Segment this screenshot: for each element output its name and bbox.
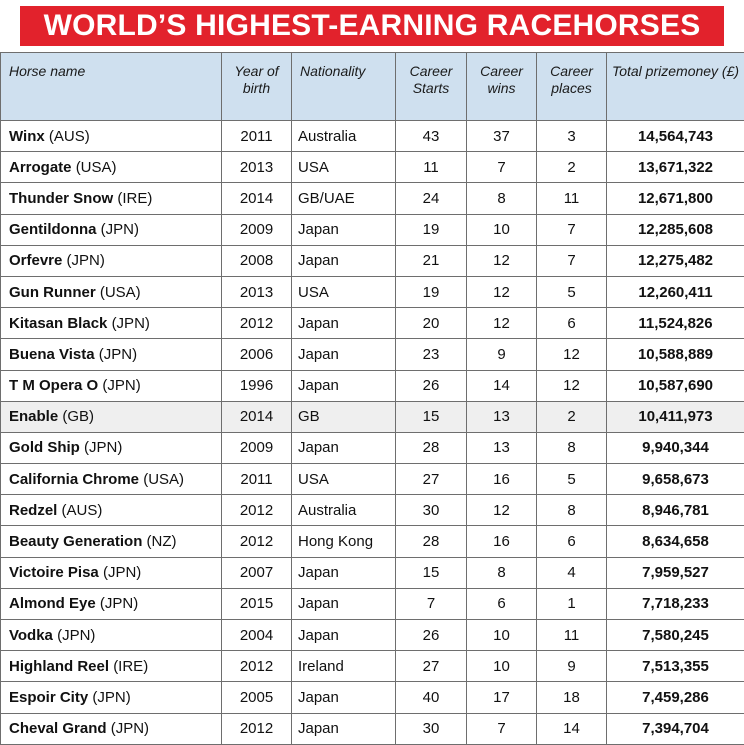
cell-horse-name (1, 495, 222, 526)
table-row (1, 152, 744, 183)
cell-career-places: 3 (537, 121, 607, 152)
cell-year-of-birth: 2012 (222, 495, 292, 526)
cell-total-prizemoney: 12,671,800 (607, 183, 744, 214)
cell-year-of-birth: 2012 (222, 308, 292, 339)
cell-total-prizemoney: 8,946,781 (607, 495, 744, 526)
cell-career-starts: 28 (396, 432, 467, 463)
header-career-wins: Career wins (467, 53, 537, 121)
cell-career-starts: 30 (396, 495, 467, 526)
racehorse-earnings-table (0, 52, 744, 745)
cell-nationality: Hong Kong (292, 526, 396, 557)
cell-year-of-birth: 2015 (222, 588, 292, 619)
cell-career-wins: 9 (467, 339, 537, 370)
horse-name: Kitasan Black (9, 315, 107, 332)
table-row (1, 495, 744, 526)
horse-country: (GB) (62, 408, 94, 425)
table-row (1, 401, 744, 432)
cell-year-of-birth: 2011 (222, 121, 292, 152)
header-career-places: Career places (537, 53, 607, 121)
horse-country: (AUS) (49, 128, 90, 145)
horse-name: Redzel (9, 502, 57, 519)
cell-career-wins: 12 (467, 495, 537, 526)
cell-total-prizemoney: 10,588,889 (607, 339, 744, 370)
cell-career-starts: 26 (396, 370, 467, 401)
cell-career-places: 7 (537, 245, 607, 276)
cell-nationality: Japan (292, 432, 396, 463)
cell-total-prizemoney: 7,580,245 (607, 620, 744, 651)
cell-total-prizemoney: 7,959,527 (607, 557, 744, 588)
cell-horse-name (1, 588, 222, 619)
cell-horse-name (1, 432, 222, 463)
cell-career-starts: 24 (396, 183, 467, 214)
cell-horse-name (1, 651, 222, 682)
cell-career-places: 8 (537, 432, 607, 463)
horse-name: Vodka (9, 627, 53, 644)
cell-total-prizemoney: 9,940,344 (607, 432, 744, 463)
table-row (1, 276, 744, 307)
cell-career-starts: 20 (396, 308, 467, 339)
cell-career-starts: 26 (396, 620, 467, 651)
cell-nationality: Japan (292, 308, 396, 339)
cell-career-starts: 15 (396, 557, 467, 588)
cell-horse-name (1, 276, 222, 307)
cell-year-of-birth: 2004 (222, 620, 292, 651)
table-row (1, 339, 744, 370)
cell-career-starts: 15 (396, 401, 467, 432)
cell-total-prizemoney: 12,275,482 (607, 245, 744, 276)
cell-career-starts: 28 (396, 526, 467, 557)
header-total-prizemoney: Total prizemoney (£) (607, 53, 744, 121)
cell-career-places: 14 (537, 713, 607, 744)
table-row (1, 464, 744, 495)
cell-nationality: Australia (292, 495, 396, 526)
cell-total-prizemoney: 7,459,286 (607, 682, 744, 713)
cell-year-of-birth: 2011 (222, 464, 292, 495)
cell-nationality: Japan (292, 682, 396, 713)
cell-career-starts: 43 (396, 121, 467, 152)
cell-nationality: Japan (292, 370, 396, 401)
cell-year-of-birth: 2013 (222, 276, 292, 307)
horse-country: (JPN) (101, 221, 139, 238)
table-row (1, 713, 744, 744)
table-row (1, 308, 744, 339)
horse-country: (JPN) (103, 564, 141, 581)
cell-career-places: 9 (537, 651, 607, 682)
cell-nationality: USA (292, 152, 396, 183)
table-row (1, 432, 744, 463)
cell-horse-name (1, 526, 222, 557)
cell-horse-name (1, 214, 222, 245)
horse-country: (JPN) (99, 346, 137, 363)
horse-country: (AUS) (62, 502, 103, 519)
cell-career-places: 7 (537, 214, 607, 245)
cell-career-wins: 12 (467, 276, 537, 307)
cell-career-wins: 10 (467, 651, 537, 682)
horse-name: Orfevre (9, 252, 62, 269)
horse-name: Gold Ship (9, 439, 80, 456)
cell-year-of-birth: 2013 (222, 152, 292, 183)
cell-year-of-birth: 2006 (222, 339, 292, 370)
horse-name: Arrogate (9, 159, 72, 176)
cell-year-of-birth: 2014 (222, 183, 292, 214)
table-row (1, 651, 744, 682)
cell-career-wins: 37 (467, 121, 537, 152)
cell-career-starts: 40 (396, 682, 467, 713)
cell-career-wins: 12 (467, 245, 537, 276)
horse-name: Beauty Generation (9, 533, 142, 550)
cell-total-prizemoney: 14,564,743 (607, 121, 744, 152)
cell-nationality: Japan (292, 713, 396, 744)
cell-nationality: Japan (292, 588, 396, 619)
table-row (1, 588, 744, 619)
table-row (1, 183, 744, 214)
horse-country: (JPN) (112, 315, 150, 332)
horse-name: California Chrome (9, 471, 139, 488)
horse-name: Thunder Snow (9, 190, 113, 207)
horse-name: Almond Eye (9, 595, 96, 612)
cell-nationality: Japan (292, 245, 396, 276)
cell-total-prizemoney: 7,513,355 (607, 651, 744, 682)
cell-horse-name (1, 464, 222, 495)
cell-year-of-birth: 2009 (222, 432, 292, 463)
cell-career-starts: 21 (396, 245, 467, 276)
cell-horse-name (1, 183, 222, 214)
cell-career-starts: 7 (396, 588, 467, 619)
cell-year-of-birth: 2009 (222, 214, 292, 245)
header-year-of-birth: Year of birth (222, 53, 292, 121)
cell-career-places: 2 (537, 401, 607, 432)
table-header-row (1, 53, 744, 121)
cell-career-places: 18 (537, 682, 607, 713)
horse-name: Espoir City (9, 689, 88, 706)
horse-country: (JPN) (111, 720, 149, 737)
cell-total-prizemoney: 7,718,233 (607, 588, 744, 619)
horse-country: (JPN) (57, 627, 95, 644)
cell-total-prizemoney: 12,285,608 (607, 214, 744, 245)
cell-year-of-birth: 2012 (222, 651, 292, 682)
cell-career-wins: 10 (467, 620, 537, 651)
cell-career-wins: 14 (467, 370, 537, 401)
horse-name: Cheval Grand (9, 720, 107, 737)
cell-total-prizemoney: 10,587,690 (607, 370, 744, 401)
cell-horse-name (1, 713, 222, 744)
title-banner (20, 6, 724, 46)
cell-nationality: USA (292, 276, 396, 307)
horse-country: (USA) (76, 159, 117, 176)
cell-nationality: Japan (292, 214, 396, 245)
cell-horse-name (1, 121, 222, 152)
cell-nationality: GB/UAE (292, 183, 396, 214)
cell-career-starts: 27 (396, 651, 467, 682)
table-row (1, 370, 744, 401)
cell-career-places: 4 (537, 557, 607, 588)
cell-career-places: 2 (537, 152, 607, 183)
horse-country: (USA) (143, 471, 184, 488)
cell-career-wins: 10 (467, 214, 537, 245)
header-horse-name: Horse name (1, 53, 222, 121)
cell-year-of-birth: 1996 (222, 370, 292, 401)
horse-name: Victoire Pisa (9, 564, 99, 581)
cell-year-of-birth: 2014 (222, 401, 292, 432)
table-row (1, 620, 744, 651)
horse-country: (NZ) (147, 533, 177, 550)
cell-horse-name (1, 620, 222, 651)
cell-career-places: 11 (537, 620, 607, 651)
cell-career-starts: 11 (396, 152, 467, 183)
cell-horse-name (1, 370, 222, 401)
cell-nationality: Japan (292, 339, 396, 370)
cell-career-places: 11 (537, 183, 607, 214)
horse-name: Enable (9, 408, 58, 425)
table-row (1, 245, 744, 276)
cell-nationality: GB (292, 401, 396, 432)
cell-total-prizemoney: 10,411,973 (607, 401, 744, 432)
cell-horse-name (1, 557, 222, 588)
cell-year-of-birth: 2005 (222, 682, 292, 713)
table-row (1, 682, 744, 713)
cell-total-prizemoney: 7,394,704 (607, 713, 744, 744)
cell-horse-name (1, 152, 222, 183)
cell-career-starts: 30 (396, 713, 467, 744)
cell-nationality: Japan (292, 557, 396, 588)
cell-year-of-birth: 2012 (222, 713, 292, 744)
cell-nationality: Australia (292, 121, 396, 152)
cell-nationality: Ireland (292, 651, 396, 682)
header-nationality: Nationality (292, 53, 396, 121)
horse-name: Buena Vista (9, 346, 95, 363)
cell-total-prizemoney: 13,671,322 (607, 152, 744, 183)
cell-career-places: 6 (537, 526, 607, 557)
horse-country: (USA) (100, 284, 141, 301)
cell-career-places: 8 (537, 495, 607, 526)
horse-country: (JPN) (102, 377, 140, 394)
cell-horse-name (1, 682, 222, 713)
table-row (1, 526, 744, 557)
table-row (1, 121, 744, 152)
cell-career-starts: 23 (396, 339, 467, 370)
cell-career-places: 12 (537, 370, 607, 401)
cell-career-wins: 16 (467, 526, 537, 557)
cell-horse-name (1, 339, 222, 370)
cell-nationality: Japan (292, 620, 396, 651)
horse-country: (JPN) (92, 689, 130, 706)
horse-country: (IRE) (113, 658, 148, 675)
cell-career-wins: 13 (467, 401, 537, 432)
cell-total-prizemoney: 9,658,673 (607, 464, 744, 495)
table-row (1, 557, 744, 588)
cell-total-prizemoney: 11,524,826 (607, 308, 744, 339)
horse-name: T M Opera O (9, 377, 98, 394)
horse-name: Gun Runner (9, 284, 96, 301)
cell-career-wins: 7 (467, 152, 537, 183)
cell-career-starts: 27 (396, 464, 467, 495)
cell-career-wins: 8 (467, 557, 537, 588)
cell-career-places: 5 (537, 464, 607, 495)
cell-career-wins: 6 (467, 588, 537, 619)
cell-career-starts: 19 (396, 214, 467, 245)
horse-name: Winx (9, 128, 45, 145)
cell-career-places: 1 (537, 588, 607, 619)
cell-career-places: 12 (537, 339, 607, 370)
cell-career-places: 6 (537, 308, 607, 339)
cell-year-of-birth: 2008 (222, 245, 292, 276)
cell-career-starts: 19 (396, 276, 467, 307)
cell-year-of-birth: 2012 (222, 526, 292, 557)
horse-country: (JPN) (84, 439, 122, 456)
page-title: WORLD’S HIGHEST-EARNING RACEHORSES (44, 9, 701, 43)
cell-career-wins: 12 (467, 308, 537, 339)
cell-career-wins: 16 (467, 464, 537, 495)
horse-country: (JPN) (67, 252, 105, 269)
cell-career-wins: 13 (467, 432, 537, 463)
header-career-starts: Career Starts (396, 53, 467, 121)
horse-country: (IRE) (117, 190, 152, 207)
horse-name: Highland Reel (9, 658, 109, 675)
cell-year-of-birth: 2007 (222, 557, 292, 588)
table-body (1, 121, 744, 745)
cell-horse-name (1, 401, 222, 432)
cell-career-wins: 17 (467, 682, 537, 713)
cell-career-places: 5 (537, 276, 607, 307)
cell-horse-name (1, 308, 222, 339)
cell-horse-name (1, 245, 222, 276)
cell-total-prizemoney: 8,634,658 (607, 526, 744, 557)
horse-country: (JPN) (100, 595, 138, 612)
cell-nationality: USA (292, 464, 396, 495)
cell-career-wins: 8 (467, 183, 537, 214)
table-row (1, 214, 744, 245)
cell-total-prizemoney: 12,260,411 (607, 276, 744, 307)
horse-name: Gentildonna (9, 221, 97, 238)
cell-career-wins: 7 (467, 713, 537, 744)
